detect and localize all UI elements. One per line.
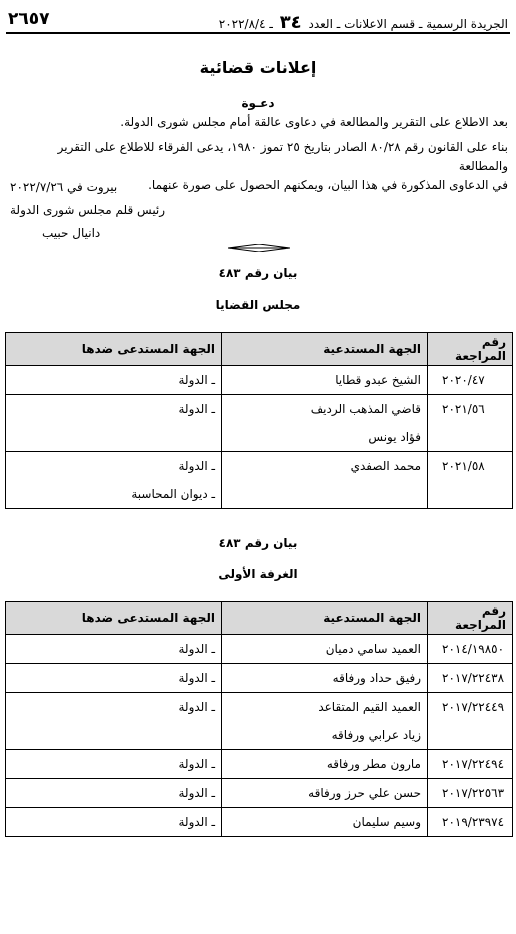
signer-title: رئيس قلم مجلس شورى الدولة (10, 203, 166, 217)
defendant-value: ـ الدولة (178, 459, 215, 473)
defendant-cell (6, 664, 222, 693)
ref-cell (428, 779, 513, 808)
notice-heading: دعـوة (241, 96, 275, 110)
plaintiff-value: زياد عرابي ورفاقه (331, 728, 421, 742)
defendant-cell (6, 635, 222, 664)
page-number: ٢٦٥٧ (8, 9, 50, 29)
table-row (6, 750, 513, 779)
defendant-cell (6, 366, 222, 395)
plaintiff-value: حسن علي حرز ورفاقه (308, 786, 421, 800)
ref-value: ٢٠١٧/٢٢٤٩٤ (442, 757, 505, 771)
table-row (6, 808, 513, 837)
defendant-value: ـ الدولة (178, 757, 215, 771)
table-row (6, 664, 513, 693)
ref-cell (428, 664, 513, 693)
notice-line-2: بناء على القانون رقم ٨٠/٢٨ الصادر بتاريخ ٢٥ تموز ١٩٨٠، يدعى الفرقاء للاطلاع على التقرير والمطالعة (57, 140, 508, 173)
section1-table (5, 332, 513, 509)
plaintiff-value: العميد القيم المتقاعد (318, 700, 421, 714)
plaintiff-cell (222, 395, 428, 452)
ref-value: ٢٠١٧/٢٢٤٣٨ (442, 671, 505, 685)
signer-name: دانيال حبيب (42, 226, 101, 240)
defendant-value: ـ الدولة (178, 373, 215, 387)
ref-cell (428, 452, 513, 509)
notice-date: بيروت في ٢٠٢٢/٧/٢٦ (10, 180, 118, 194)
notice-line-3: في الدعاوى المذكورة في هذا البيان، ويمكنهم الحصول على صورة عنهما. (148, 178, 508, 192)
ref-value: ٢٠١٤/١٩٨٥٠ (442, 642, 505, 656)
header-issue-number: ٣٤ (279, 12, 302, 33)
table-row (6, 635, 513, 664)
table-row (6, 452, 513, 509)
defendant-cell (6, 452, 222, 509)
plaintiff-value: محمد الصفدي (350, 459, 421, 473)
plaintiff-cell (222, 693, 428, 750)
plaintiff-cell (222, 452, 428, 509)
notice-line-1: بعد الاطلاع على التقرير والمطالعة في دعاوى عالقة أمام مجلس شورى الدولة. (120, 115, 508, 129)
plaintiff-cell (222, 750, 428, 779)
ref-cell (428, 808, 513, 837)
ref-cell (428, 693, 513, 750)
defendant-value: ـ الدولة (178, 786, 215, 800)
ref-cell (428, 635, 513, 664)
page-header (6, 6, 510, 34)
plaintiff-value: وسيم سليمان (352, 815, 421, 829)
plaintiff-cell (222, 635, 428, 664)
defendant-value: ـ ديوان المحاسبة (131, 487, 215, 501)
table-row (6, 395, 513, 452)
plaintiff-cell (222, 808, 428, 837)
section1-statement: بيان رقم ٤٨٣ (218, 266, 298, 280)
defendant-cell (6, 693, 222, 750)
table-header-row (6, 602, 513, 635)
header-publication: الجريدة الرسمية ـ قسم الاعلانات ـ العدد (308, 17, 508, 31)
defendant-value: ـ الدولة (178, 815, 215, 829)
plaintiff-value: فؤاد يونس (368, 430, 421, 444)
plaintiff-value: العميد سامي دميان (325, 642, 421, 656)
header-text (219, 12, 508, 33)
ref-cell (428, 366, 513, 395)
ref-value: ٢٠٢١/٥٨ (442, 459, 485, 473)
defendant-cell (6, 808, 222, 837)
section2-name: الغرفة الأولى (218, 567, 298, 581)
defendant-cell (6, 395, 222, 452)
col-plaintiff: الجهة المستدعية (222, 602, 428, 635)
table-row (6, 693, 513, 750)
defendant-value: ـ الدولة (178, 671, 215, 685)
table-row (6, 779, 513, 808)
page-title: إعلانات قضائية (199, 58, 317, 77)
plaintiff-value: مارون مطر ورفاقه (326, 757, 421, 771)
ref-value: ٢٠١٩/٢٣٩٧٤ (442, 815, 505, 829)
ref-value: ٢٠٢٠/٤٧ (442, 373, 485, 387)
section2-table (5, 601, 513, 837)
section2-statement: بيان رقم ٤٨٣ (218, 536, 298, 550)
plaintiff-value: قاضي المذهب الرديف (310, 402, 421, 416)
plaintiff-cell (222, 366, 428, 395)
defendant-cell (6, 779, 222, 808)
plaintiff-value: الشيخ عبدو قطايا (335, 373, 421, 387)
ref-cell (428, 750, 513, 779)
col-plaintiff: الجهة المستدعية (222, 333, 428, 366)
ref-value: ٢٠١٧/٢٢٤٤٩ (442, 700, 505, 714)
section1-name: مجلس القضايا (215, 298, 301, 312)
ref-cell (428, 395, 513, 452)
defendant-value: ـ الدولة (178, 700, 215, 714)
col-defendant: الجهة المستدعى ضدها (6, 333, 222, 366)
col-ref: رقم المراجعة (428, 602, 513, 635)
header-date: ـ ٢٠٢٢/٨/٤ (218, 17, 273, 31)
col-defendant: الجهة المستدعى ضدها (6, 602, 222, 635)
ref-value: ٢٠٢١/٥٦ (442, 402, 485, 416)
ref-value: ٢٠١٧/٢٢٥٦٣ (442, 786, 505, 800)
ornament-divider (228, 244, 290, 252)
defendant-cell (6, 750, 222, 779)
table-row (6, 366, 513, 395)
plaintiff-value: رفيق حداد ورفاقه (332, 671, 421, 685)
defendant-value: ـ الدولة (178, 642, 215, 656)
col-ref: رقم المراجعة (428, 333, 513, 366)
defendant-value: ـ الدولة (178, 402, 215, 416)
plaintiff-cell (222, 664, 428, 693)
plaintiff-cell (222, 779, 428, 808)
table-header-row (6, 333, 513, 366)
